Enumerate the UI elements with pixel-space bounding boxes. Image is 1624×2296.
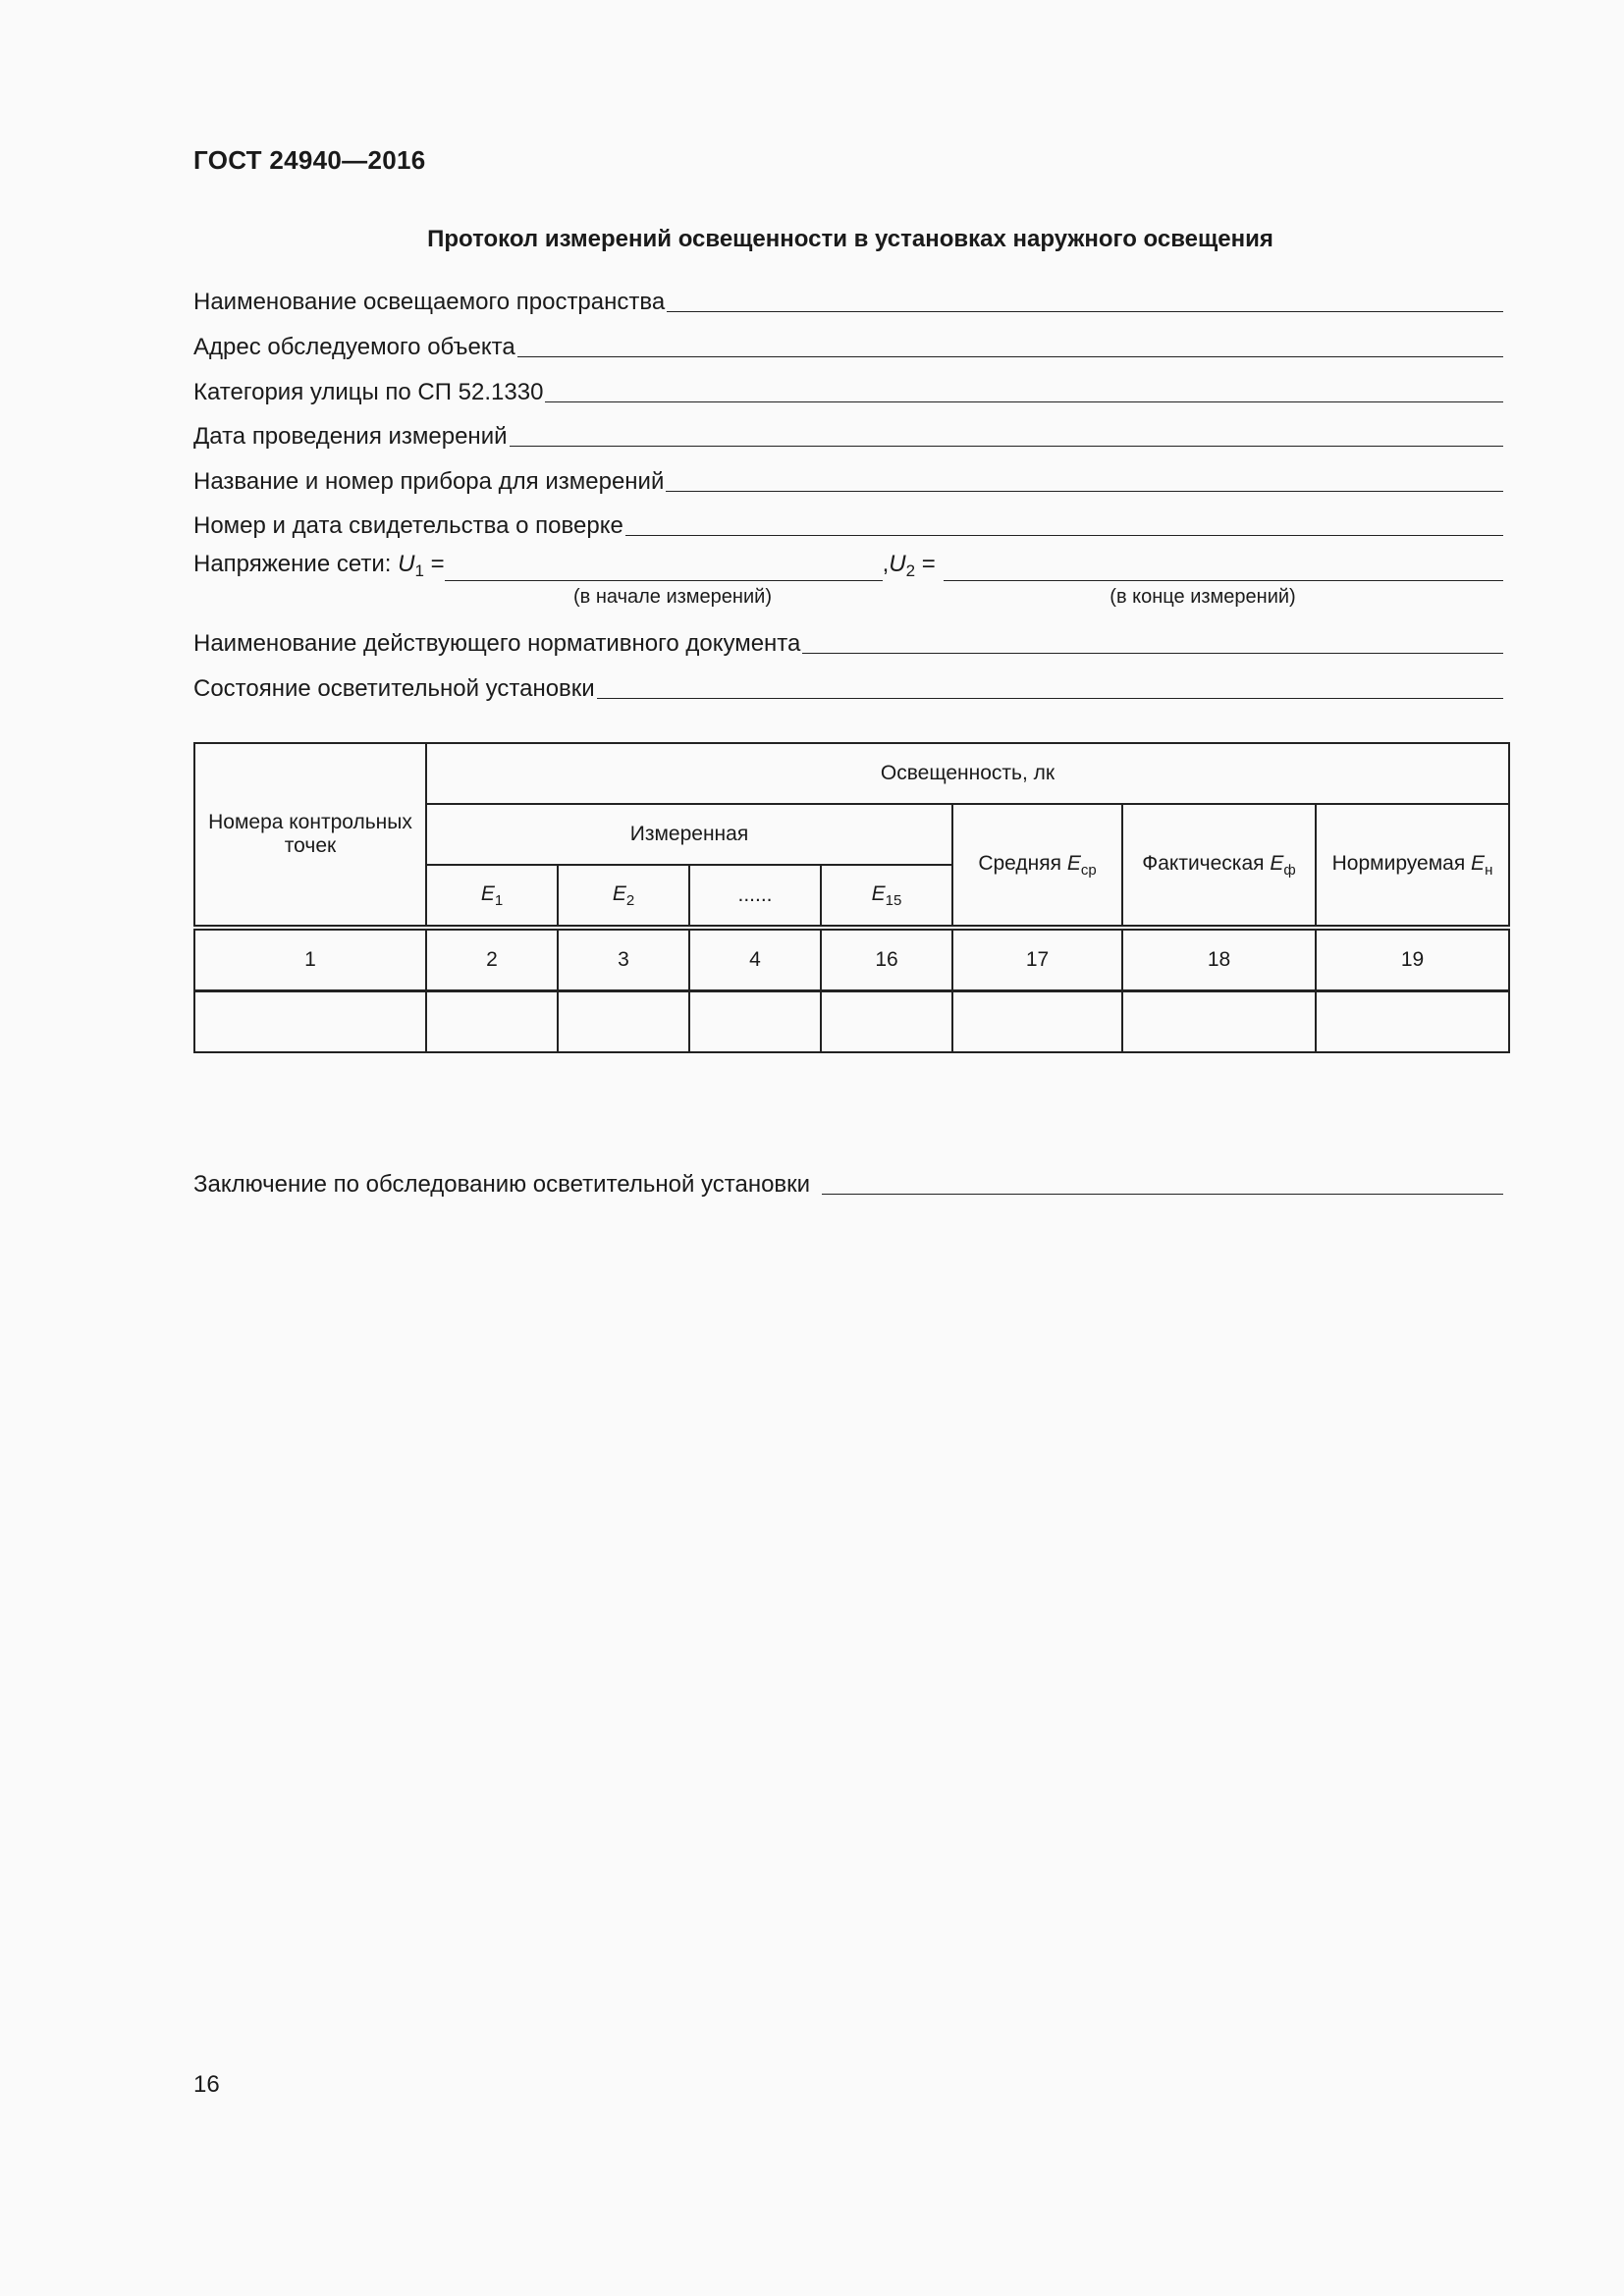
table-cell[interactable] xyxy=(689,991,821,1053)
field-line[interactable] xyxy=(545,400,1503,402)
col-number: 19 xyxy=(1316,928,1509,991)
col-number: 3 xyxy=(558,928,689,991)
field-street-category xyxy=(193,373,1503,406)
voltage-label-text: Напряжение сети: xyxy=(193,551,392,577)
field-line[interactable] xyxy=(517,355,1503,357)
table-cell[interactable] xyxy=(952,991,1122,1053)
field-certificate xyxy=(193,507,1503,540)
field-label: Адрес обследуемого объекта xyxy=(193,334,515,360)
col-number: 17 xyxy=(952,928,1122,991)
hint-end: (в конце измерений) xyxy=(1110,586,1296,608)
standard-code: ГОСТ 24940—2016 xyxy=(193,145,426,175)
u2-equals: = xyxy=(921,551,936,577)
col-number: 18 xyxy=(1122,928,1316,991)
u1-subscript: 1 xyxy=(414,561,424,580)
voltage-start-line[interactable] xyxy=(445,580,883,581)
header-actual xyxy=(1122,804,1316,928)
illuminance-table xyxy=(193,742,1510,1053)
voltage-label xyxy=(193,551,445,585)
field-line[interactable] xyxy=(510,445,1504,447)
col-number: 16 xyxy=(821,928,952,991)
average-label: Средняя xyxy=(978,851,1061,875)
field-space-name xyxy=(193,283,1503,316)
hint-start: (в начале измерений) xyxy=(573,586,772,608)
u1-symbol: U xyxy=(398,551,415,577)
field-line[interactable] xyxy=(666,490,1503,492)
table-cell[interactable] xyxy=(821,991,952,1053)
header-e1 xyxy=(426,865,558,928)
field-date xyxy=(193,417,1503,451)
field-line[interactable] xyxy=(822,1193,1503,1195)
col-number: 1 xyxy=(194,928,426,991)
normative-label: Нормируемая xyxy=(1331,851,1466,875)
col-number: 2 xyxy=(426,928,558,991)
actual-label: Фактическая xyxy=(1142,851,1265,875)
table-cell[interactable] xyxy=(194,991,426,1053)
field-conclusion xyxy=(193,1165,1503,1199)
header-measured: Измеренная xyxy=(426,804,952,865)
header-e2 xyxy=(558,865,689,928)
voltage-u2-label xyxy=(883,551,936,585)
header-ellipsis: ...... xyxy=(689,865,821,928)
header-normative xyxy=(1316,804,1509,928)
field-line[interactable] xyxy=(667,310,1503,312)
e2-sub: 2 xyxy=(625,891,635,909)
field-installation-state xyxy=(193,669,1503,703)
field-device xyxy=(193,462,1503,496)
u2-symbol: U xyxy=(889,551,906,577)
u2-subscript: 2 xyxy=(905,561,916,580)
e-actual-symbol: E xyxy=(1270,851,1284,875)
page-number: 16 xyxy=(193,2071,220,2098)
table-cell[interactable] xyxy=(426,991,558,1053)
table-row xyxy=(194,991,1509,1053)
form-title: Протокол измерений освещенности в установках наружного освещения xyxy=(427,226,1273,252)
field-address xyxy=(193,328,1503,361)
col-number: 4 xyxy=(689,928,821,991)
e15-sub: 15 xyxy=(885,891,902,909)
header-e15 xyxy=(821,865,952,928)
field-label: Наименование освещаемого пространства xyxy=(193,289,666,315)
voltage-comma: , xyxy=(882,551,890,577)
column-numbers-row xyxy=(194,928,1509,991)
e-norm-symbol: E xyxy=(1471,851,1486,875)
table-cell[interactable] xyxy=(558,991,689,1053)
e1-sub: 1 xyxy=(494,891,504,909)
e2-symbol: E xyxy=(612,881,626,905)
field-label: Номер и дата свидетельства о поверке xyxy=(193,512,623,539)
field-line[interactable] xyxy=(802,652,1503,654)
table-cell[interactable] xyxy=(1316,991,1509,1053)
e-actual-sub: ф xyxy=(1283,861,1296,879)
field-voltage xyxy=(193,552,1503,585)
e15-symbol: E xyxy=(871,881,886,905)
field-label: Заключение по обследованию осветительной установки xyxy=(193,1171,811,1198)
header-average xyxy=(952,804,1122,928)
field-normative-doc xyxy=(193,624,1503,658)
field-label: Категория улицы по СП 52.1330 xyxy=(193,379,544,405)
header-illuminance: Освещенность, лк xyxy=(426,743,1509,804)
field-line[interactable] xyxy=(625,534,1503,536)
e-avg-symbol: E xyxy=(1066,851,1081,875)
field-label: Наименование действующего нормативного документа xyxy=(193,630,801,657)
field-label: Дата проведения измерений xyxy=(193,423,508,450)
voltage-end-line[interactable] xyxy=(944,580,1503,581)
e1-symbol: E xyxy=(480,881,495,905)
e-norm-sub: н xyxy=(1485,861,1493,879)
field-line[interactable] xyxy=(597,697,1503,699)
field-label: Название и номер прибора для измерений xyxy=(193,468,665,495)
table-cell[interactable] xyxy=(1122,991,1316,1053)
u1-equals: = xyxy=(430,551,445,577)
field-label: Состояние осветительной установки xyxy=(193,675,595,702)
header-control-points: Номера контрольных точек xyxy=(194,743,426,928)
e-avg-sub: ср xyxy=(1080,861,1097,879)
